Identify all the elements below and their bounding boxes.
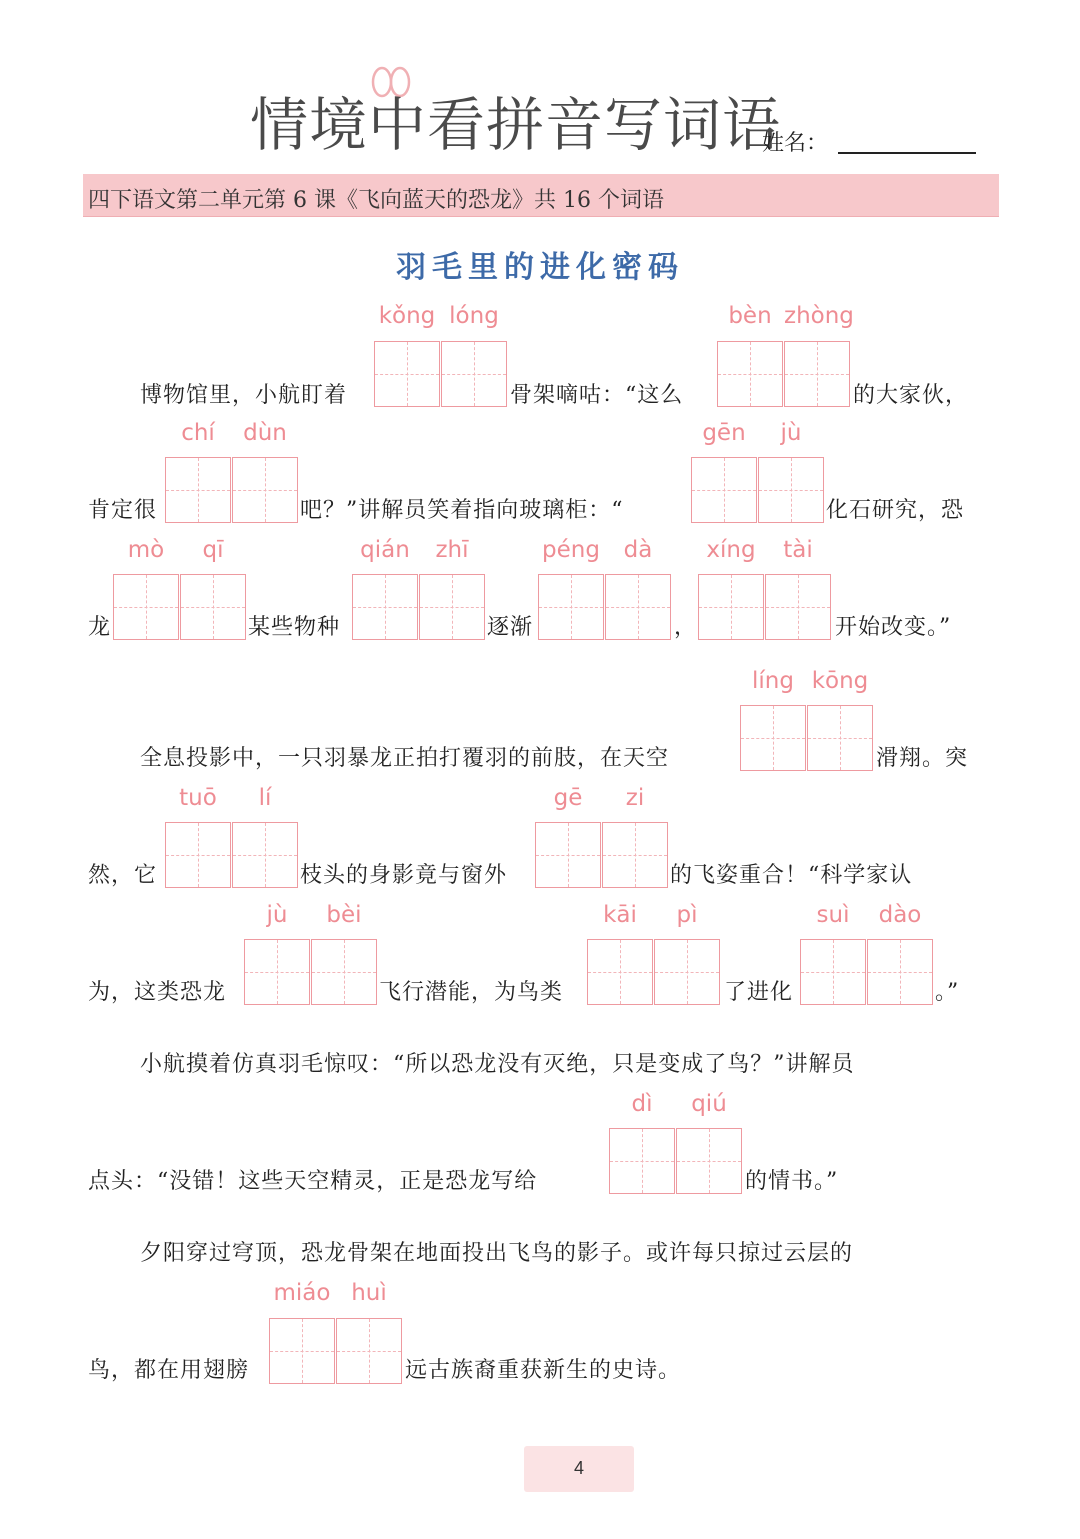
- story-text: 龙: [88, 615, 112, 640]
- writing-cell[interactable]: [165, 822, 231, 888]
- writing-cell[interactable]: [336, 1318, 402, 1384]
- pinyin: dà: [623, 537, 653, 563]
- pinyin: bèn: [728, 303, 772, 329]
- writing-cell[interactable]: [232, 822, 298, 888]
- pinyin: gē: [553, 785, 583, 811]
- pinyin: suì: [816, 902, 850, 928]
- pinyin: bèi: [326, 902, 362, 928]
- story-text: 了进化: [724, 980, 794, 1005]
- pinyin: jù: [266, 902, 288, 928]
- writing-cell[interactable]: [165, 457, 231, 523]
- writing-cell[interactable]: [441, 341, 507, 407]
- pinyin: dì: [631, 1091, 653, 1117]
- pinyin: líng: [752, 668, 794, 694]
- story-text: 鸟，都在用翅膀: [88, 1358, 250, 1383]
- story-text: 骨架嘀咕：“这么: [510, 383, 684, 408]
- pinyin: kāi: [603, 902, 637, 928]
- pinyin: pì: [676, 902, 698, 928]
- page-number: 4: [573, 1458, 584, 1478]
- pinyin: zhī: [435, 537, 469, 563]
- story-text: 。”: [935, 980, 960, 1005]
- pinyin: qī: [202, 537, 224, 563]
- story-text: 逐渐: [487, 615, 534, 640]
- writing-cell[interactable]: [352, 574, 418, 640]
- writing-cell[interactable]: [800, 939, 866, 1005]
- worksheet-title: 情境中看拼音写词语: [250, 91, 782, 159]
- writing-cell[interactable]: [538, 574, 604, 640]
- writing-cell[interactable]: [765, 574, 831, 640]
- writing-cell[interactable]: [698, 574, 764, 640]
- story-text: ，: [674, 615, 698, 640]
- story-text: 点头：“没错！这些天空精灵，正是恐龙写给: [88, 1169, 538, 1194]
- writing-cell[interactable]: [602, 822, 668, 888]
- writing-cell[interactable]: [587, 939, 653, 1005]
- pinyin: lí: [258, 785, 272, 811]
- pinyin: péng: [542, 537, 600, 563]
- pinyin: xíng: [706, 537, 756, 563]
- name-label: 姓名：: [762, 131, 829, 156]
- story-text: 为，这类恐龙: [88, 980, 227, 1005]
- writing-cell[interactable]: [807, 705, 873, 771]
- writing-cell[interactable]: [374, 341, 440, 407]
- writing-cell[interactable]: [654, 939, 720, 1005]
- story-text: 滑翔。突: [876, 746, 969, 771]
- writing-cell[interactable]: [311, 939, 377, 1005]
- story-text: 然，它: [88, 863, 158, 888]
- lesson-description: 四下语文第二单元第 6 课《飞向蓝天的恐龙》共 16 个词语: [88, 188, 664, 213]
- story-text: 化石研究，恐: [826, 498, 965, 523]
- pinyin: kōng: [811, 668, 869, 694]
- writing-cell[interactable]: [758, 457, 824, 523]
- pinyin: chí: [181, 420, 215, 446]
- writing-cell[interactable]: [691, 457, 757, 523]
- writing-cell[interactable]: [419, 574, 485, 640]
- pinyin: qián: [360, 537, 410, 563]
- story-text: 的情书。”: [745, 1169, 839, 1194]
- story-text: 全息投影中，一只羽暴龙正拍打覆羽的前肢，在天空: [140, 746, 670, 771]
- writing-cell[interactable]: [113, 574, 179, 640]
- pinyin: zhòng: [784, 303, 854, 329]
- writing-cell[interactable]: [244, 939, 310, 1005]
- writing-cell[interactable]: [784, 341, 850, 407]
- story-title: 羽毛里的进化密码: [396, 250, 684, 285]
- pinyin: dùn: [243, 420, 287, 446]
- writing-cell[interactable]: [740, 705, 806, 771]
- pinyin: qiú: [691, 1091, 727, 1117]
- pinyin: miáo: [273, 1280, 331, 1306]
- pinyin: huì: [351, 1280, 387, 1306]
- name-input-line[interactable]: [838, 152, 976, 154]
- story-text: 某些物种: [248, 615, 341, 640]
- story-text: 飞行潜能，为鸟类: [379, 980, 564, 1005]
- writing-cell[interactable]: [609, 1128, 675, 1194]
- story-text: 枝头的身影竟与窗外: [300, 863, 508, 888]
- pinyin: zi: [625, 785, 645, 811]
- pinyin: jù: [780, 420, 802, 446]
- story-text: 小航摸着仿真羽毛惊叹：“所以恐龙没有灭绝，只是变成了鸟？”讲解员: [140, 1052, 855, 1077]
- writing-cell[interactable]: [180, 574, 246, 640]
- writing-cell[interactable]: [232, 457, 298, 523]
- pinyin: tài: [783, 537, 813, 563]
- writing-cell[interactable]: [717, 341, 783, 407]
- story-text: 博物馆里，小航盯着: [140, 383, 348, 408]
- writing-cell[interactable]: [605, 574, 671, 640]
- story-text: 肯定很: [88, 498, 158, 523]
- pinyin: tuō: [179, 785, 217, 811]
- story-text: 夕阳穿过穹顶，恐龙骨架在地面投出飞鸟的影子。或许每只掠过云层的: [140, 1241, 854, 1266]
- writing-cell[interactable]: [535, 822, 601, 888]
- story-text: 吧？”讲解员笑着指向玻璃柜：“: [300, 498, 624, 523]
- writing-cell[interactable]: [269, 1318, 335, 1384]
- story-text: 的大家伙，: [853, 383, 969, 408]
- pinyin: gēn: [702, 420, 746, 446]
- story-text: 的飞姿重合！“科学家认: [670, 863, 913, 888]
- story-text: 远古族裔重获新生的史诗。: [405, 1358, 682, 1383]
- pinyin: lóng: [449, 303, 499, 329]
- pinyin: mò: [127, 537, 165, 563]
- story-text: 开始改变。”: [835, 615, 952, 640]
- pinyin: dào: [878, 902, 922, 928]
- writing-cell[interactable]: [867, 939, 933, 1005]
- writing-cell[interactable]: [676, 1128, 742, 1194]
- pinyin: kǒng: [378, 303, 436, 329]
